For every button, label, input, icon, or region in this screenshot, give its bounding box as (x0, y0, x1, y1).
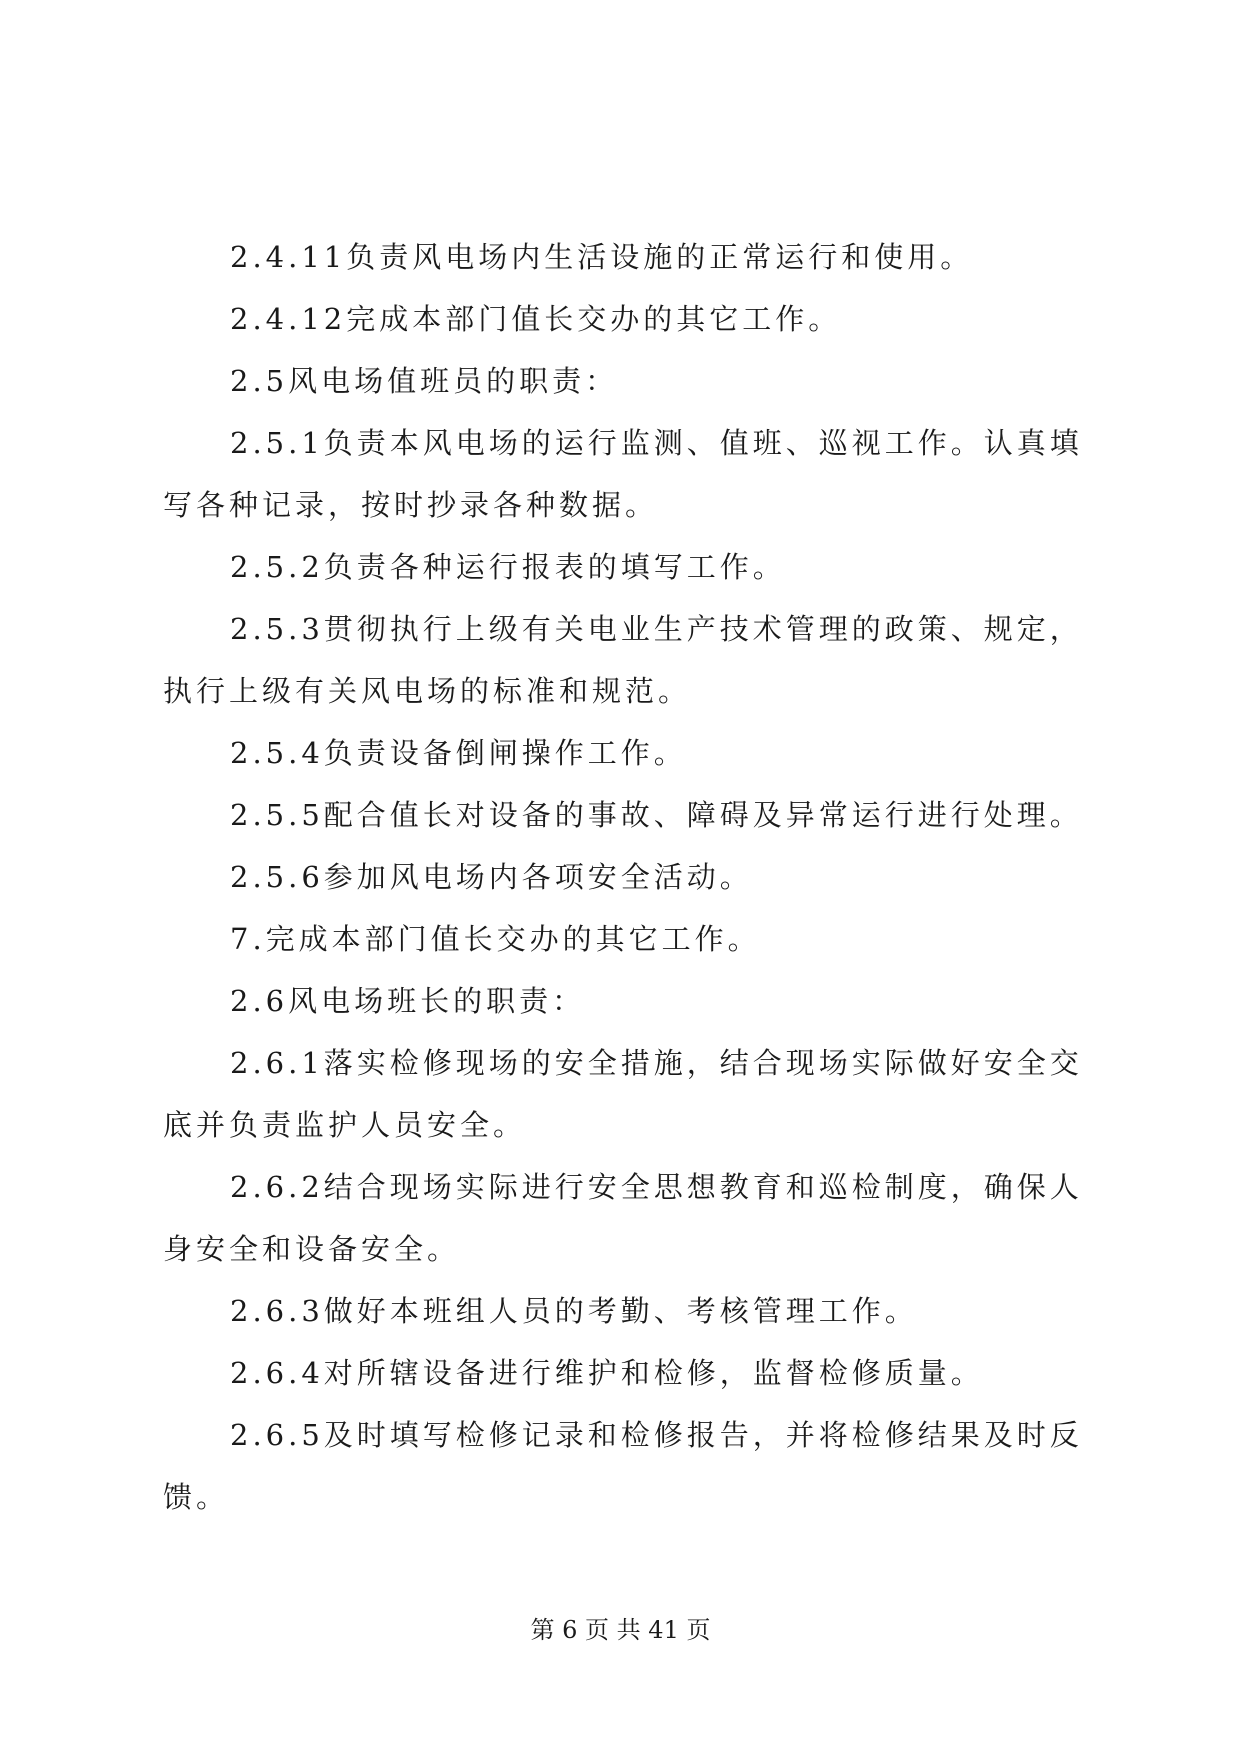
paragraph-2-5-2: 2.5.2负责各种运行报表的填写工作。 (230, 550, 786, 584)
paragraph-2-6-2: 2.6.2结合现场实际进行安全思想教育和巡检制度，确保人身安全和设备安全。 (163, 1170, 1083, 1266)
heading-2-5: 2.5风电场值班员的职责： (230, 364, 619, 398)
paragraph-2-4-11: 2.4.11负责风电场内生活设施的正常运行和使用。 (230, 240, 974, 274)
document-body (163, 226, 1083, 1528)
paragraph-2-4-12: 2.4.12完成本部门值长交办的其它工作。 (230, 302, 842, 336)
paragraph-7: 7.完成本部门值长交办的其它工作。 (230, 922, 761, 956)
paragraph-2-6-4: 2.6.4对所辖设备进行维护和检修，监督检修质量。 (230, 1356, 984, 1390)
paragraph-2-5-4: 2.5.4负责设备倒闸操作工作。 (230, 736, 687, 770)
page-number-footer: 第 6 页 共 41 页 (530, 1616, 711, 1644)
paragraph-2-6-5: 2.6.5及时填写检修记录和检修报告，并将检修结果及时反馈。 (163, 1418, 1083, 1514)
paragraph-2-6-3: 2.6.3做好本班组人员的考勤、考核管理工作。 (230, 1294, 918, 1328)
heading-2-6: 2.6风电场班长的职责： (230, 984, 586, 1018)
paragraph-2-5-5: 2.5.5配合值长对设备的事故、障碍及异常运行进行处理。 (230, 798, 1083, 832)
paragraph-2-5-1: 2.5.1负责本风电场的运行监测、值班、巡视工作。认真填写各种记录，按时抄录各种数据。 (163, 426, 1083, 522)
paragraph-2-5-6: 2.5.6参加风电场内各项安全活动。 (230, 860, 753, 894)
paragraph-2-5-3: 2.5.3贯彻执行上级有关电业生产技术管理的政策、规定，执行上级有关风电场的标准和规范。 (163, 612, 1083, 708)
paragraph-2-6-1: 2.6.1落实检修现场的安全措施，结合现场实际做好安全交底并负责监护人员安全。 (163, 1046, 1083, 1142)
